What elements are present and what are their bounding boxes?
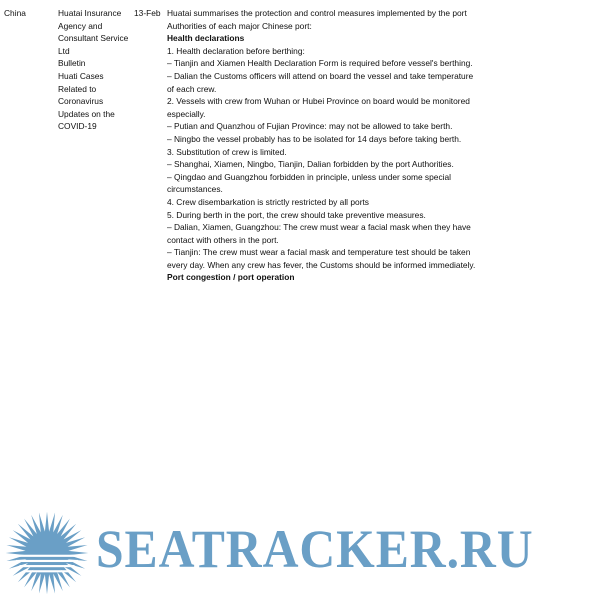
body-line: circumstances. <box>167 184 223 195</box>
source-line: Huati Cases <box>58 70 104 81</box>
source-cell <box>58 7 132 133</box>
body-line: every day. When any crew has fever, the Customs should be informed immediately. <box>167 259 476 270</box>
body-line: – Putian and Quanzhou of Fujian Province: may not be allowed to take berth. <box>167 121 453 132</box>
watermark <box>0 505 600 600</box>
date-cell <box>134 7 166 20</box>
source-line: Huatai Insurance <box>58 8 122 18</box>
sun-logo-icon <box>4 510 90 596</box>
body-line: 2. Vessels with crew from Wuhan or Hubei Province on board would be monitored <box>167 96 470 107</box>
watermark-text: SEATRACKER.RU <box>96 519 534 579</box>
source-line: Consultant Service <box>58 33 129 44</box>
source-line: Updates on the <box>58 108 115 119</box>
body-line: – Tianjin: The crew must wear a facial mask and temperature test should be taken <box>167 247 471 258</box>
body-line: 5. During berth in the port, the crew should take preventive measures. <box>167 209 426 220</box>
source-line: Coronavirus <box>58 96 104 107</box>
source-line: Bulletin <box>58 58 86 69</box>
section-heading-port-congestion: Port congestion / port operation <box>167 272 295 283</box>
body-line: Authorities of each major Chinese port: <box>167 20 312 31</box>
country-cell <box>4 7 54 20</box>
body-line: – Qingdao and Guangzhou forbidden in principle, unless under some special <box>167 171 452 182</box>
source-line: Related to <box>58 83 97 94</box>
body-line: of each crew. <box>167 83 217 94</box>
source-line: Ltd <box>58 45 70 56</box>
body-line: especially. <box>167 108 206 119</box>
body-line: – Ningbo the vessel probably has to be isolated for 14 days before taking berth. <box>167 133 462 144</box>
source-line: Agency and <box>58 20 103 31</box>
body-line: – Tianjin and Xiamen Health Declaration Form is required before vessel's berthing. <box>167 58 473 69</box>
bulletin-body <box>167 7 476 284</box>
date-label: 13-Feb <box>134 8 161 18</box>
body-line: Huatai summarises the protection and control measures implemented by the port <box>167 8 467 18</box>
body-line: 3. Substitution of crew is limited. <box>167 146 287 157</box>
body-line: – Dalian the Customs officers will attend on board the vessel and take temperature <box>167 70 474 81</box>
body-line: – Shanghai, Xiamen, Ningbo, Tianjin, Dalian forbidden by the port Authorities. <box>167 159 454 170</box>
body-line: contact with others in the port. <box>167 234 279 245</box>
country-label: China <box>4 8 26 18</box>
body-line: – Dalian, Xiamen, Guangzhou: The crew must wear a facial mask when they have <box>167 222 471 233</box>
section-heading-health-declarations: Health declarations <box>167 33 245 44</box>
body-line: 4. Crew disembarkation is strictly restricted by all ports <box>167 196 369 207</box>
body-line: 1. Health declaration before berthing: <box>167 45 305 56</box>
source-line: COVID-19 <box>58 121 97 132</box>
